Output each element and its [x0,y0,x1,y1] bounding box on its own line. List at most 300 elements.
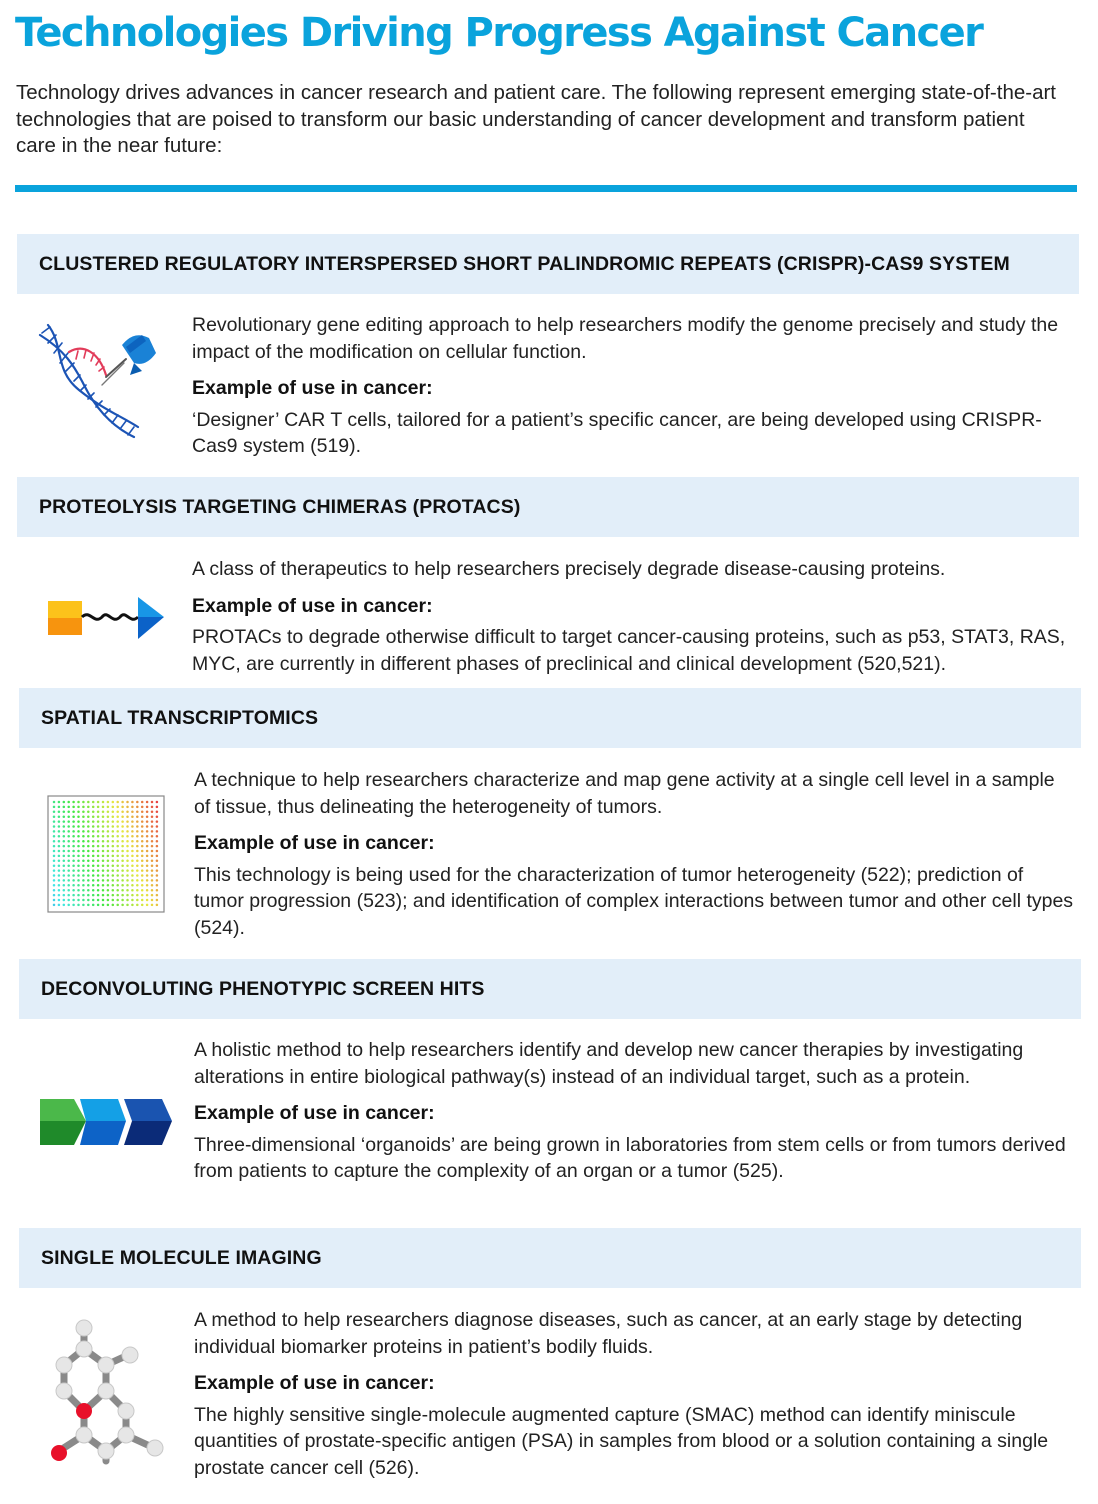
grid-dot [112,845,115,848]
grid-dot [116,845,119,848]
grid-dot [53,879,56,882]
grid-dot [97,904,100,907]
grid-dot [126,840,129,843]
grid-dot [136,811,139,814]
grid-dot [156,889,159,892]
grid-dot [116,811,119,814]
grid-dot [126,904,129,907]
grid-dot [58,835,61,838]
grid-dot [151,801,154,804]
grid-dot [102,840,105,843]
grid-dot [112,840,115,843]
grid-dot [136,904,139,907]
grid-dot [67,811,70,814]
section-header-protacs [17,477,1079,537]
grid-dot [82,820,85,823]
grid-dot [92,899,95,902]
grid-dot [63,806,66,809]
grid-dot [77,840,80,843]
grid-dot [112,815,115,818]
grid-dot [156,845,159,848]
grid-dot [92,840,95,843]
grid-dot [72,820,75,823]
grid-dot [151,904,154,907]
grid-dot [131,874,134,877]
grid-dot [58,874,61,877]
section-description: A method to help researchers diagnose diseases, such as cancer, at an early stage by detecting individual biomarker proteins in patient’s bodily fluids. [194,1309,1023,1358]
grid-dot [112,879,115,882]
grid-dot [63,869,66,872]
grid-dot [141,904,144,907]
grid-dot [107,894,110,897]
grid-dot [87,869,90,872]
grid-dot [77,884,80,887]
grid-dot [156,869,159,872]
grid-dot [136,894,139,897]
grid-dot [58,860,61,863]
grid-dot [87,830,90,833]
grid-dot [97,835,100,838]
grid-dot [126,811,129,814]
grid-dot [121,850,124,853]
grid-dot [126,801,129,804]
grid-dot [107,879,110,882]
grid-dot [131,855,134,858]
grid-dot [112,889,115,892]
grid-dot [53,825,56,828]
grid-dot [156,884,159,887]
grid-dot [151,874,154,877]
grid-dot [151,825,154,828]
grid-dot [102,806,105,809]
grid-dot [156,801,159,804]
grid-dot [126,835,129,838]
grid-dot [97,806,100,809]
section-body-deconvoluting [194,1037,1074,1185]
grid-dot [67,904,70,907]
grid-dot [156,850,159,853]
dot-grid-icon [47,795,165,913]
grid-dot [146,879,149,882]
grid-dot [87,874,90,877]
grid-dot [131,850,134,853]
grid-dot [141,855,144,858]
grid-dot [97,879,100,882]
grid-dot [116,904,119,907]
grid-dot [141,845,144,848]
grid-dot [72,869,75,872]
grid-dot [156,820,159,823]
grid-dot [116,899,119,902]
grid-dot [63,830,66,833]
grid-dot [53,884,56,887]
grid-dot [136,855,139,858]
grid-dot [67,869,70,872]
grid-dot [82,811,85,814]
grid-dot [146,855,149,858]
grid-dot [126,860,129,863]
example-label: Example of use in cancer: [194,1102,435,1124]
grid-dot [131,894,134,897]
grid-dot [53,835,56,838]
grid-dot [63,811,66,814]
header-divider [15,185,1077,192]
grid-dot [107,850,110,853]
grid-dot [107,806,110,809]
grid-dot [112,884,115,887]
grid-dot [67,860,70,863]
grid-dot [82,855,85,858]
grid-dot [67,855,70,858]
grid-dot [53,815,56,818]
section-body-protacs [192,556,1072,677]
grid-dot [141,806,144,809]
grid-dot [92,855,95,858]
grid-dot [121,904,124,907]
grid-dot [72,806,75,809]
grid-dot [82,850,85,853]
grid-dot [156,815,159,818]
grid-dot [131,884,134,887]
grid-dot [112,860,115,863]
section-body-single-molecule [194,1307,1074,1481]
grid-dot [97,860,100,863]
grid-dot [102,894,105,897]
grid-dot [121,889,124,892]
grid-dot [53,864,56,867]
grid-dot [102,869,105,872]
grid-dot [102,879,105,882]
grid-dot [131,860,134,863]
grid-dot [146,811,149,814]
grid-dot [116,815,119,818]
grid-dot [112,899,115,902]
grid-dot [63,801,66,804]
grid-dot [146,835,149,838]
grid-dot [58,815,61,818]
grid-dot [82,904,85,907]
grid-dot [77,899,80,902]
grid-dot [82,899,85,902]
grid-dot [136,801,139,804]
grid-dot [141,899,144,902]
grid-dot [116,801,119,804]
grid-dot [77,889,80,892]
grid-dot [97,869,100,872]
grid-dot [136,845,139,848]
page-title: Technologies Driving Progress Against Cancer [15,10,983,56]
grid-dot [87,840,90,843]
grid-dot [58,806,61,809]
grid-dot [77,864,80,867]
grid-dot [92,850,95,853]
grid-dot [126,825,129,828]
grid-dot [67,884,70,887]
grid-dot [107,825,110,828]
grid-dot [72,855,75,858]
grid-dot [136,869,139,872]
grid-dot [102,811,105,814]
grid-dot [107,811,110,814]
grid-dot [121,894,124,897]
grid-dot [107,874,110,877]
grid-dot [131,845,134,848]
grid-dot [53,899,56,902]
section-description: A technique to help researchers characterize and map gene activity at a single cell level in a sample of tissue, thus delineating the heterogeneity of tumors. [194,769,1055,818]
grid-dot [67,801,70,804]
grid-dot [67,899,70,902]
grid-dot [141,894,144,897]
grid-dot [72,884,75,887]
grid-dot [97,840,100,843]
grid-dot [121,815,124,818]
grid-dot [72,864,75,867]
grid-dot [146,815,149,818]
grid-dot [107,899,110,902]
grid-dot [131,840,134,843]
grid-dot [156,904,159,907]
grid-dot [131,879,134,882]
grid-dot [72,835,75,838]
grid-dot [102,830,105,833]
grid-dot [58,889,61,892]
grid-dot [146,830,149,833]
example-text: The highly sensitive single-molecule augmented capture (SMAC) method can identify miniscule quantities of prostate-specific antigen (PSA) in samples from blood or a solution containing a single prostate cancer cell (526). [194,1403,1049,1479]
grid-dot [58,879,61,882]
grid-dot [156,855,159,858]
grid-dot [97,820,100,823]
grid-dot [53,889,56,892]
section-header-spatial [19,688,1081,748]
grid-dot [156,899,159,902]
grid-dot [146,845,149,848]
grid-dot [141,860,144,863]
grid-dot [53,860,56,863]
grid-dot [77,850,80,853]
grid-dot [156,864,159,867]
grid-dot [58,825,61,828]
grid-dot [136,864,139,867]
grid-dot [146,884,149,887]
grid-dot [126,889,129,892]
grid-dot [72,815,75,818]
grid-dot [131,815,134,818]
grid-dot [67,835,70,838]
grid-dot [107,855,110,858]
grid-dot [141,850,144,853]
grid-dot [102,825,105,828]
protac-molecule-icon [46,595,166,641]
grid-dot [151,899,154,902]
grid-dot [112,830,115,833]
grid-dot [102,845,105,848]
grid-dot [156,835,159,838]
grid-dot [102,801,105,804]
grid-dot [116,806,119,809]
grid-dot [136,825,139,828]
grid-dot [141,815,144,818]
grid-dot [141,835,144,838]
grid-dot [72,845,75,848]
grid-dot [131,869,134,872]
grid-dot [58,850,61,853]
dna-scissors-icon [34,305,164,445]
grid-dot [92,879,95,882]
grid-dot [53,904,56,907]
grid-dot [146,864,149,867]
grid-dot [82,835,85,838]
grid-dot [136,889,139,892]
grid-dot [107,820,110,823]
grid-dot [92,806,95,809]
grid-dot [67,864,70,867]
grid-dot [97,899,100,902]
grid-dot [63,825,66,828]
grid-dot [92,830,95,833]
grid-dot [97,811,100,814]
example-label: Example of use in cancer: [192,377,433,399]
grid-dot [63,899,66,902]
grid-dot [146,874,149,877]
grid-dot [107,869,110,872]
grid-dot [63,840,66,843]
grid-dot [58,845,61,848]
grid-dot [72,830,75,833]
grid-dot [136,860,139,863]
example-label: Example of use in cancer: [192,594,433,617]
grid-dot [146,850,149,853]
grid-dot [151,845,154,848]
grid-dot [92,884,95,887]
grid-dot [131,811,134,814]
grid-dot [151,884,154,887]
grid-dot [131,899,134,902]
grid-dot [92,811,95,814]
grid-dot [77,811,80,814]
grid-dot [141,864,144,867]
grid-dot [87,899,90,902]
grid-dot [53,845,56,848]
grid-dot [107,815,110,818]
grid-dot [92,894,95,897]
grid-dot [102,815,105,818]
grid-dot [53,850,56,853]
grid-dot [112,874,115,877]
grid-dot [77,879,80,882]
grid-dot [58,801,61,804]
grid-dot [156,811,159,814]
grid-dot [102,899,105,902]
grid-dot [63,820,66,823]
grid-dot [82,894,85,897]
grid-dot [97,889,100,892]
grid-dot [141,840,144,843]
grid-dot [63,874,66,877]
grid-dot [141,811,144,814]
grid-dot [126,855,129,858]
grid-dot [112,801,115,804]
grid-dot [97,864,100,867]
grid-dot [92,889,95,892]
grid-dot [77,874,80,877]
grid-dot [82,830,85,833]
grid-dot [58,869,61,872]
grid-dot [146,889,149,892]
grid-dot [77,835,80,838]
grid-dot [112,835,115,838]
section-description: A class of therapeutics to help researchers precisely degrade disease-causing proteins. [192,558,946,580]
grid-dot [97,801,100,804]
grid-dot [92,845,95,848]
grid-dot [97,884,100,887]
grid-dot [116,894,119,897]
grid-dot [92,835,95,838]
grid-dot [82,869,85,872]
grid-dot [58,811,61,814]
grid-dot [121,855,124,858]
grid-dot [121,806,124,809]
grid-dot [63,860,66,863]
grid-dot [72,889,75,892]
grid-dot [77,830,80,833]
grid-dot [156,840,159,843]
grid-dot [72,874,75,877]
grid-dot [82,845,85,848]
section-heading: DECONVOLUTING PHENOTYPIC SCREEN HITS [41,977,485,1000]
grid-dot [107,884,110,887]
grid-dot [87,835,90,838]
grid-dot [58,864,61,867]
grid-dot [53,855,56,858]
grid-dot [112,825,115,828]
grid-dot [141,874,144,877]
grid-dot [126,884,129,887]
grid-dot [67,845,70,848]
grid-dot [136,815,139,818]
section-body-crispr [192,312,1072,460]
section-heading: SPATIAL TRANSCRIPTOMICS [41,706,319,729]
grid-dot [67,874,70,877]
grid-dot [151,869,154,872]
grid-dot [77,845,80,848]
grid-dot [107,889,110,892]
grid-dot [151,830,154,833]
grid-dot [121,884,124,887]
grid-dot [131,830,134,833]
grid-dot [63,894,66,897]
grid-dot [58,884,61,887]
grid-dot [67,879,70,882]
grid-dot [136,899,139,902]
grid-dot [92,801,95,804]
grid-dot [146,904,149,907]
grid-dot [107,840,110,843]
grid-dot [72,894,75,897]
grid-dot [92,820,95,823]
grid-dot [92,904,95,907]
grid-dot [53,811,56,814]
grid-dot [146,820,149,823]
grid-dot [112,864,115,867]
grid-dot [77,815,80,818]
grid-dot [126,869,129,872]
grid-dot [116,884,119,887]
grid-dot [82,864,85,867]
grid-dot [82,815,85,818]
grid-dot [87,894,90,897]
grid-dot [156,860,159,863]
section-body-spatial [194,767,1074,941]
